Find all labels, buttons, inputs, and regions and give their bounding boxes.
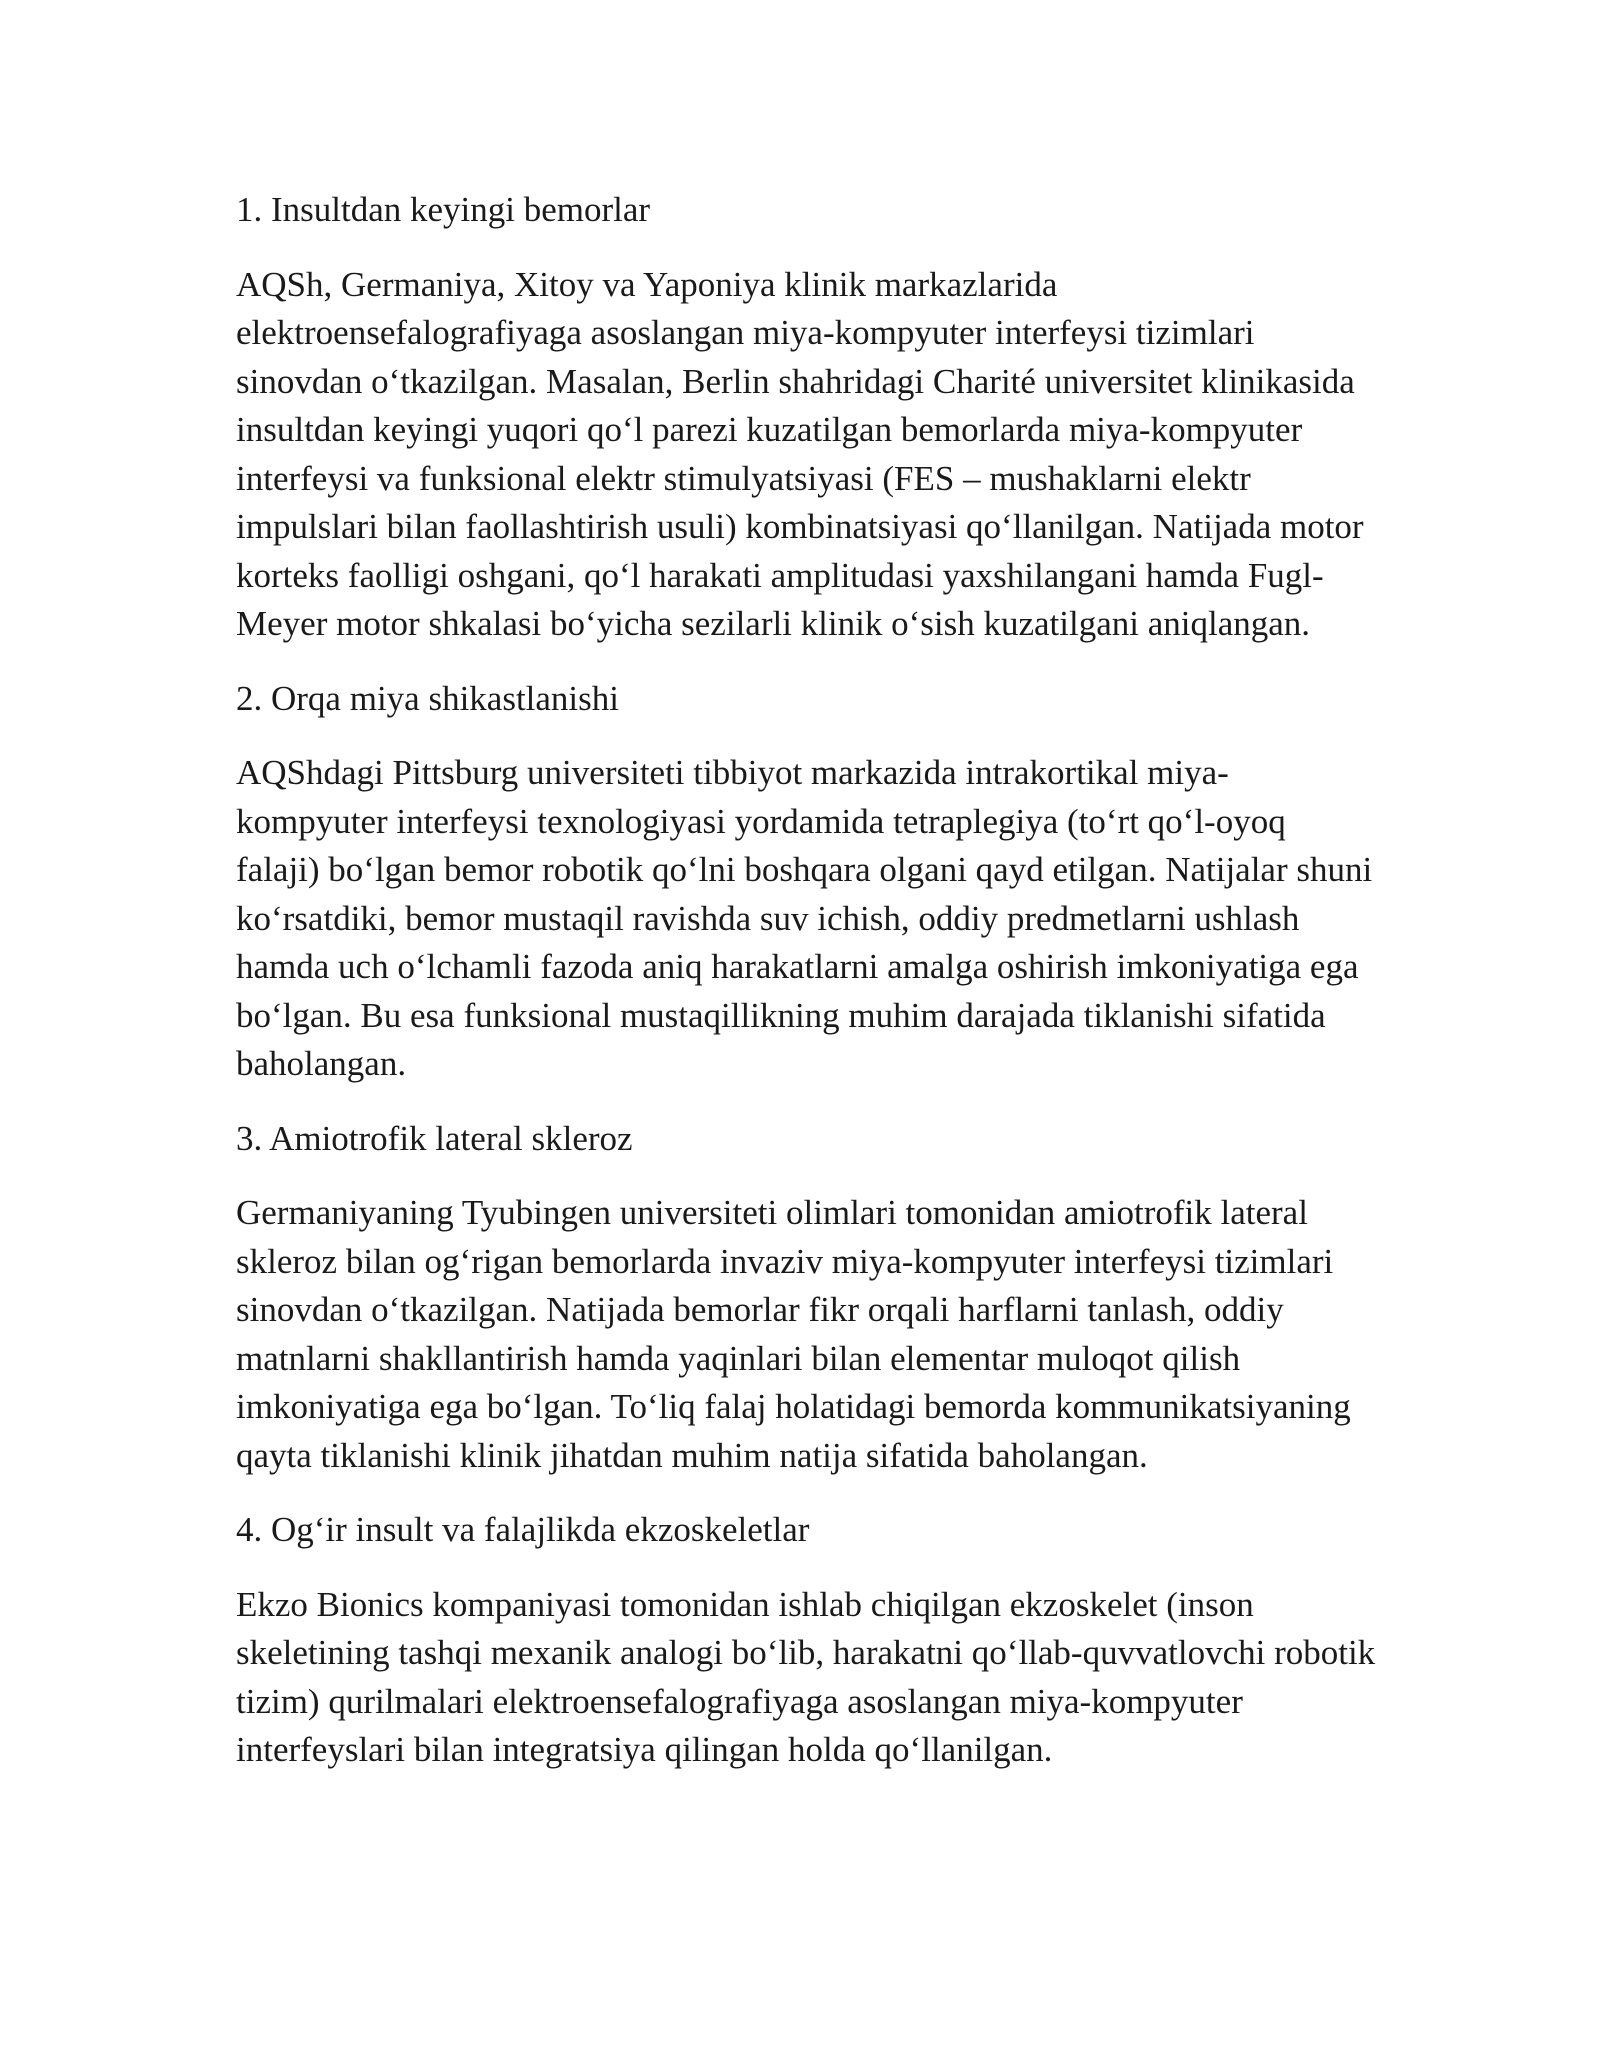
document-body [236, 186, 1376, 1801]
section-2-paragraph: AQShdagi Pittsburg universiteti tibbiyot markazida intrakortikal miya-kompyuter interfeysi texnologiyasi yordamida tetraplegiya (to‘rt qo‘l-oyoq falaji) bo‘lgan bemor robotik qo‘lni boshqara olgani qayd etilgan. Natijalar shuni ko‘rsatdiki, bemor mustaqil ravishda suv ichish, oddiy predmetlarni ushlash hamda uch o‘lchamli fazoda aniq harakatlarni amalga oshirish imkoniyatiga ega bo‘lgan. Bu esa funksional mustaqillikning muhim darajada tiklanishi sifatida baholangan. [236, 753, 1373, 1083]
section-4-paragraph: Ekzo Bionics kompaniyasi tomonidan ishlab chiqilgan ekzoskelet (inson skeletining tashqi mexanik analogi bo‘lib, harakatni qo‘llab-quvvatlovchi robotik tizim) qurilmalari elektroensefalografiyaga asoslangan miya-kompyuter interfeyslari bilan integratsiya qilingan holda qo‘llanilgan. [236, 1584, 1376, 1769]
section-3-paragraph: Germaniyaning Tyubingen universiteti olimlari tomonidan amiotrofik lateral skleroz bilan og‘rigan bemorlarda invaziv miya-kompyuter interfeysi tizimlari sinovdan o‘tkazilgan. Natijada bemorlar fikr orqali harflarni tanlash, oddiy matnlarni shakllantirish hamda yaqinlari bilan elementar muloqot qilish imkoniyatiga ega bo‘lgan. To‘liq falaj holatidagi bemorda kommunikatsiyaning qayta tiklanishi klinik jihatdan muhim natija sifatida baholangan. [236, 1193, 1351, 1475]
section-1-heading: 1. Insultdan keyingi bemorlar [236, 190, 651, 229]
section-4-heading: 4. Og‘ir insult va falajlikda ekzoskeletlar [236, 1510, 810, 1549]
section-3-heading: 3. Amiotrofik lateral skleroz [236, 1118, 633, 1158]
section-1-paragraph: AQSh, Germaniya, Xitoy va Yaponiya klinik markazlarida elektroensefalografiyaga asoslangan miya-kompyuter interfeysi tizimlari sinovdan o‘tkazilgan. Masalan, Berlin shahridagi Charité universitet klinikasida insultdan keyingi yuqori qo‘l parezi kuzatilgan bemorlarda miya-kompyuter interfeysi va funksional elektr stimulyatsiyasi (FES – mushaklarni elektr impulslari bilan faollashtirish usuli) kombinatsiyasi qo‘llanilgan. Natijada motor korteks faolligi oshgani, qo‘l harakati amplitudasi yaxshilangani hamda Fugl-Meyer motor shkalasi bo‘yicha sezilarli klinik o‘sish kuzatilgani aniqlangan. [236, 264, 1364, 643]
section-2-heading: 2. Orqa miya shikastlanishi [236, 678, 620, 718]
